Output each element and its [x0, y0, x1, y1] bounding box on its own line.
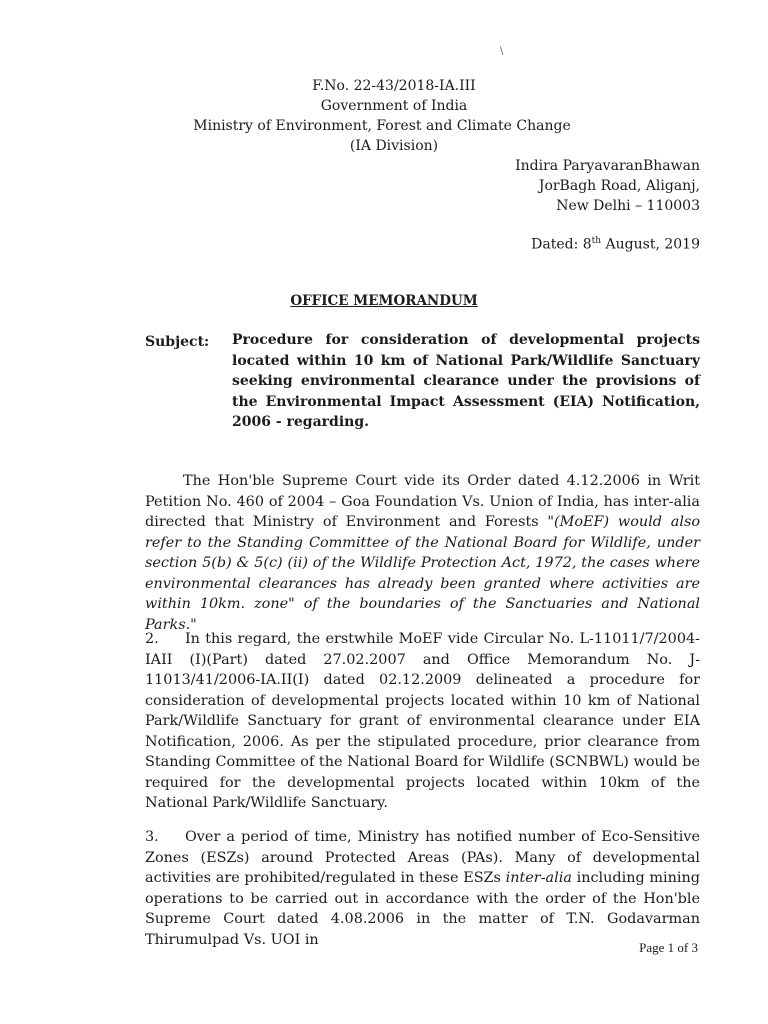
page-number: Page 1 of 3 — [639, 940, 698, 955]
memo-title: OFFICE MEMORANDUM — [290, 293, 478, 309]
date-prefix: Dated: 8 — [531, 236, 592, 253]
file-number: F.No. 22-43/2018-IA.III — [312, 78, 476, 94]
government-line: Government of India — [320, 98, 468, 114]
subject-text: Procedure for consideration of developmental projects located within 10 km of National Park/Wildlife Sanctuary seeking environmental clearance under the provisions of the Environmental Impact Assessment (EIA) Notification, 2006 - regarding. — [232, 332, 700, 430]
address-line-1: Indira ParyavaranBhawan — [515, 158, 700, 174]
paragraph-3-text-a: Over a period of time, Ministry has notified number of Eco-Sensitive Zones (ESZs) around Protected Areas (PAs). Many of developmental activities are prohibited/regulated in these ESZs — [145, 829, 700, 886]
date-sup: th — [591, 236, 602, 246]
paragraph-2-text: In this regard, the erstwhile MoEF vide Circular No. L-11011/7/2004-IAII (I)(Part) dated 27.02.2007 and Office Memorandum No. J-11013/41/2006-IA.II(I) dated 02.12.2009 delineated a procedure for consideration of developmental projects located within 10 km of National Park/Wildlife Sanctuary for grant of environmental clearance under EIA Notification, 2006. As per the stipulated procedure, prior clearance from Standing Committee of the National Board for Wildlife (SCNBWL) would be required for the developmental projects located within 10km of the National Park/Wildlife Sanctuary. — [145, 631, 700, 811]
paragraph-3-text-b: including mining operations to be carried out in accordance with the order of the Hon'ble Supreme Court dated 4.08.2006 in the matter of T.N. Godavarman Thirumulpad Vs. UOI in — [145, 870, 701, 948]
paragraph-2-number: 2. — [145, 631, 159, 647]
subject-label: Subject: — [145, 334, 210, 350]
paragraph-3 — [145, 827, 700, 950]
paragraph-1-quote: "(MoEF) would also refer to the Standing Committee of the National Board for Wildlife, under section 5(b) & 5(c) (ii) of the Wildlife Protection Act, 1972, the cases where environmental clearances has already been granted where activities are within 10km. zone" of the boundaries of the Sanctuaries and National Parks." — [145, 514, 700, 633]
date-suffix: August, 2019 — [601, 236, 700, 253]
address-line-3: New Delhi – 110003 — [556, 198, 700, 214]
paragraph-2 — [145, 629, 700, 814]
paragraph-1 — [145, 471, 700, 635]
paragraph-3-number: 3. — [145, 829, 159, 845]
scan-mark: \ — [500, 46, 504, 57]
document-date — [531, 236, 700, 253]
ministry-line: Ministry of Environment, Forest and Climate Change — [193, 118, 571, 134]
division-line: (IA Division) — [349, 138, 439, 154]
address-line-2: JorBagh Road, Aliganj, — [538, 178, 700, 194]
paragraph-1-text: The Hon'ble Supreme Court vide its Order dated 4.12.2006 in Writ Petition No. 460 of 2004 – Goa Foundation Vs. Union of India, has inter-alia directed that Ministry of Environment and Forests — [145, 473, 700, 530]
paragraph-3-italic: inter-alia — [505, 870, 572, 886]
